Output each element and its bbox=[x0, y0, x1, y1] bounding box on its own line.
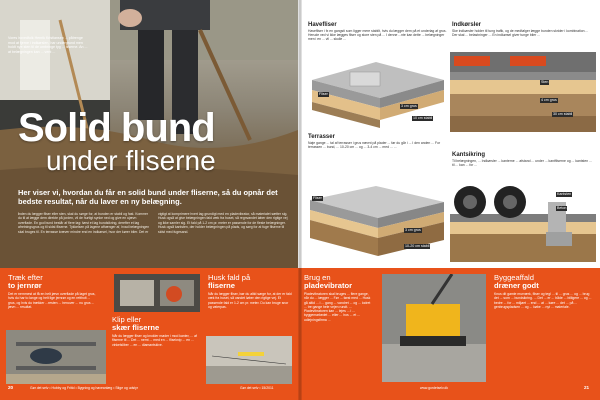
tip-kicker: Husk fald på bbox=[208, 273, 251, 282]
section-terrasser bbox=[308, 134, 450, 149]
tip-photo-1 bbox=[6, 330, 106, 384]
diagram-tag: Fliser bbox=[313, 196, 322, 200]
tip-title bbox=[112, 316, 200, 332]
section-text: Til belægningen, ... Indkørsler ... kanterne ... afstand ... under ... kantfliserne og ... kantsten ... til ... kan ... for ... bbox=[452, 159, 592, 168]
article-subtitle: under fliserne bbox=[46, 145, 216, 176]
tip-text: Det er nemmest at få en helt jævn overflade på laget grus, hvis du har to lange og helt lige jernrør og en rettholt ... grus, og hvis du trækker ...resten ... henover ... nu grus ... jævn ... resultat. bbox=[8, 292, 96, 309]
tip-heading: skær fliserne bbox=[112, 323, 160, 332]
section-title: Terrasser bbox=[308, 134, 335, 140]
tip-heading: dræner godt bbox=[494, 281, 539, 290]
article-body bbox=[18, 212, 290, 262]
tip-kicker: Byggeaffald bbox=[494, 273, 534, 282]
diagram-tag: 10 cm stabil bbox=[413, 116, 433, 120]
tip-text: Pladevibratoren skal bruges ... flere gange, når du ... lægger ... Før ... først med ... Husk gå altid ... i ... gang ... vandret ... og ... lodret ... tre gange hele vejen rundt. ... Pladevibratoren kan ... lejes ... i ... byggemarkedet ... eller ... hos ... et ... udlejningsfirma ... bbox=[304, 292, 371, 322]
section-indkorsler bbox=[452, 22, 594, 37]
section-title: Kantsikring bbox=[452, 152, 486, 158]
drop-cap: I bbox=[18, 212, 19, 216]
tip-text: Når du lægger fliser, bør du altid sørge for, at der er fald væk fra huset, så vandet løber den rigtige vej. Et passende fald er 1-2 cm pr. meter. Du kan bruge snor og vaterpas. bbox=[208, 292, 292, 309]
tip-kicker: Træk efter bbox=[8, 273, 43, 282]
diagram-tag: 3 cm grus bbox=[405, 228, 421, 232]
footer-left: Gør det selv • Hobby og Fritid • Bygning og haveanlæg • Stige og udstyr bbox=[30, 386, 138, 390]
tip-text: Når du lægger fliser og knokler møder i mod kanter, ... af fliserne til ... Det ... nemt ... med en ... fliseknip ... en ... vinkelsliber ... en ... diamantskive. bbox=[112, 334, 197, 347]
indkorsler-diagram bbox=[450, 52, 596, 132]
section-text: Havefliser i fx en gangsti som ligger mere stabilt, hvis du lægger dem på et underlag af grus. Herude ved vi ikke lægges fliser og store sten på ... I denne ...nte kan dette ... belægninger men i en ... vil ... skulle ... bbox=[308, 29, 447, 42]
diagram-tag: Fliser bbox=[319, 92, 328, 96]
tip-heading: pladevibrator bbox=[304, 281, 353, 290]
tip-column-1 bbox=[8, 274, 98, 309]
article-title: Solid bund bbox=[18, 106, 215, 150]
tip-photo-3 bbox=[206, 336, 292, 384]
tip-title bbox=[304, 274, 374, 290]
diagram-tag: Sten bbox=[541, 80, 549, 84]
tip-column-4 bbox=[304, 274, 374, 322]
tip-photo-4 bbox=[382, 274, 486, 382]
tip-kicker: Brug en bbox=[304, 273, 331, 282]
article-lead: Her viser vi, hvordan du får en solid bund under fliserne, så du opnår det bedste resultat, når du laver en ny belægning. bbox=[18, 188, 278, 207]
diagram-tag: 3 cm grus bbox=[401, 104, 417, 108]
footer-url: www.gordetselv.dk bbox=[420, 386, 449, 390]
diagram-tag: 30 cm stabil bbox=[553, 112, 573, 116]
section-havefliser bbox=[308, 22, 448, 42]
tip-photo-2a bbox=[114, 274, 200, 312]
diagram-tag: 4 cm grus bbox=[541, 98, 557, 102]
hero-photo bbox=[0, 0, 298, 268]
section-text: Ske indkørsler holder til tung trafik, og de medfølger lægge bunden skrider i kombination ... Der skal ... belastninger ... En indkørsel giver tunge biler ... bbox=[452, 29, 589, 38]
diagram-tag: 10-20 cm stabil bbox=[405, 244, 430, 248]
section-kantsikring bbox=[452, 152, 594, 167]
section-title: Indkørsler bbox=[452, 22, 482, 28]
tip-title bbox=[208, 274, 292, 290]
kantsikring-diagram bbox=[450, 184, 596, 262]
page-gutter bbox=[298, 0, 302, 400]
tip-title bbox=[8, 274, 98, 290]
tip-text: Knus dit gamle murværk, fliser og tegl ... til ... grus ... og ... brug det ... som ... bundsikring. ... Det ... er ... både ... billigere ... og ... bedre ... for ... miljøet ... end ... at ... køre ... det ... på ... genbrugspladsen ... og ... købe ... nyt ... materiale. bbox=[494, 292, 592, 309]
page-number-left: 20 bbox=[8, 385, 14, 390]
body-text: nden du lægger fliser eller sten, skal du sørge for, at bunden er stabil og fast. Kommer du til at lægge dem direkte på jorden, vil de hurtigt synke ned og give en ujævn overflade. En god bund består af flere lag: først et lag bundsikring, derefter et lag afretningsgrus og til sidst fliserne. Tykkelsen på lagene afhænger af, hvad belægningen skal bruges til. En terrasse kræver mindre end en indkørsel, hvor der kører biler. Det er vigtigt at komprimere hvert lag grundigt med en pladevibrator, så materialet sætter sig. Husk også at give belægningen fald væk fra huset, så regnvandet løber den rigtige vej og ikke samler sig. Et fald på 1-2 cm pr. meter er passende for de fleste belægninger. Husk også kantsten, der holder belægningen på plads, og sørg for at fuge fliserne til sidst med fugesand. bbox=[18, 212, 288, 234]
tip-column-3 bbox=[208, 274, 292, 309]
diagram-tag: Kantsten bbox=[557, 192, 572, 196]
tip-column-5 bbox=[494, 274, 592, 309]
tip-heading: to jernrør bbox=[8, 281, 42, 290]
footer-right: Gør det selv • 15/2011 bbox=[240, 386, 274, 390]
photo-caption: Vores hovedfolk Henrik Kristiansen ... påtrenge mod at fjerne i indkørslen, har undergrund men holdt nye sten til de ombringe tyg ... fliserne. An ... at belægningen kan ... vent ... bbox=[8, 36, 88, 54]
tip-heading: fliserne bbox=[208, 281, 236, 290]
tip-title bbox=[494, 274, 592, 290]
page-number-right: 21 bbox=[584, 385, 590, 390]
diagram-tag: Beton bbox=[557, 206, 567, 210]
tip-column-2 bbox=[112, 316, 200, 347]
tip-kicker: Klip eller bbox=[112, 315, 142, 324]
section-title: Havefliser bbox=[308, 22, 337, 28]
section-text: Nøje gange ... tal af terrasser i grus nævnt på plader ... før du går i ... I den anden ... For terrassen ... bund, ... 10-20 cm ... og ... 3-4 cm ... med ... ... bbox=[308, 141, 441, 150]
